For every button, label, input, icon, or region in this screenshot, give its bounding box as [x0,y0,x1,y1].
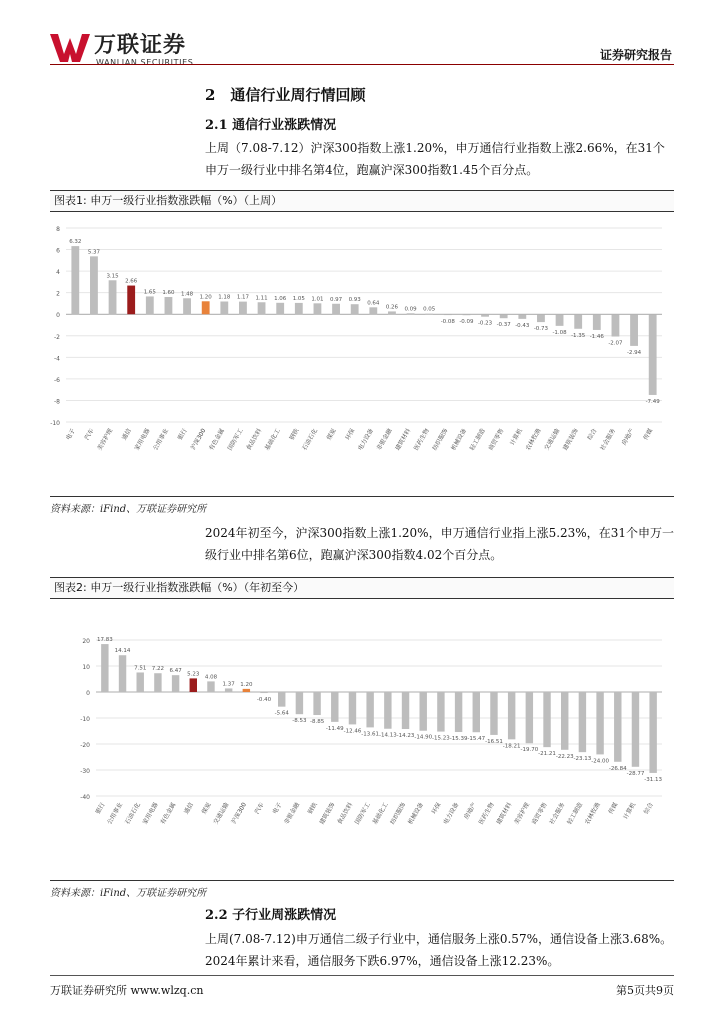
data-label: 0.93 [348,297,361,304]
category-label: 房地产 [620,427,636,447]
category-label: 沪深300 [230,801,249,826]
chart2-container [50,600,674,878]
data-label: -1.08 [552,329,567,336]
data-label: -0.23 [477,320,493,327]
chart2-svg [50,600,674,878]
bar [500,314,508,318]
y-tick-label: -6 [54,376,60,384]
category-label: 汽车 [83,427,96,442]
bar [220,302,228,315]
figure2-caption: 图表2: 申万一级行业指数涨跌幅（%）（年初至今） [50,577,674,599]
bar [183,298,191,314]
footer-site: 万联证券研究所 www.wlzq.cn [50,984,204,997]
category-label: 有色金属 [159,801,178,826]
bar [366,692,373,727]
page-number: 第5页共9页 [616,984,674,997]
header-divider [50,64,674,65]
bar [556,314,564,326]
data-label: -0.73 [533,326,549,333]
y-tick-label: -20 [80,742,90,749]
chart1-svg [50,212,674,494]
bar [630,314,638,346]
bar [207,681,214,692]
subsection-title-2: 2.2 子行业周涨跌情况 [205,908,337,923]
bar [574,314,582,329]
bar [313,692,320,715]
category-label: 基础化工 [371,801,390,826]
category-label: 纺织服饰 [431,427,450,452]
bar [402,692,409,729]
bar [276,303,284,314]
data-label: -11.49 [325,725,344,732]
data-label: -2.07 [608,340,623,347]
bar [593,314,601,330]
category-label: 非银金融 [375,427,394,452]
bar [614,692,621,762]
category-label: 农林牧渔 [583,801,602,826]
figure1-source: 资料来源：iFind、万联证券研究所 [50,504,207,515]
figure1-source-divider [50,496,674,497]
logo-text: 万联证券 [94,33,187,58]
data-label: 14.14 [114,648,131,655]
data-label: 6.32 [69,239,82,246]
bar [649,314,657,395]
category-label: 社会服务 [548,801,567,826]
data-label: 1.20 [199,294,212,301]
category-label: 国防军工 [353,801,372,826]
bar [71,246,79,314]
data-label: 5.37 [87,249,101,256]
bar [649,692,656,773]
data-label: 1.60 [162,289,175,296]
category-label: 医药生物 [412,427,431,452]
category-label: 电子 [64,427,78,442]
bar [90,256,98,314]
data-label: 1.06 [274,295,287,302]
category-label: 传媒 [642,427,655,442]
category-label: 机械设备 [450,427,469,452]
y-tick-label: -4 [54,355,60,363]
category-label: 建筑材料 [495,801,514,826]
category-label: 公用事业 [152,427,171,452]
data-label: -26.84 [608,765,627,772]
category-label: 通信 [182,801,196,816]
data-label: 1.11 [255,295,268,302]
y-tick-label: -10 [50,420,60,427]
data-label: -0.37 [496,322,511,329]
data-label: 1.37 [222,681,235,688]
y-tick-label: -40 [80,794,90,801]
bar [369,307,377,314]
data-label: 4.08 [204,674,218,681]
bar [258,302,266,314]
category-label: 食品饮料 [245,427,264,452]
data-label: -5.64 [274,710,289,717]
data-label: -21.21 [538,751,556,758]
data-label: 1.05 [292,295,305,302]
bar [278,692,285,707]
figure1-caption: 图表1: 申万一级行业指数涨跌幅（%）（上周） [50,190,674,212]
bar [172,675,179,692]
subsection-title-1: 2.1 通信行业涨跌情况 [205,118,337,133]
bar [526,692,533,743]
bar [190,678,197,692]
bar [332,304,340,314]
bar [243,689,250,692]
y-tick-label: -2 [54,333,60,341]
category-label: 石油石化 [301,427,320,452]
category-label: 农林牧渔 [524,427,543,452]
footer-divider [50,975,674,976]
data-label: -2.94 [626,349,642,356]
category-label: 家用电器 [133,427,152,452]
data-label: 1.18 [218,294,231,301]
bar [296,692,303,714]
category-label: 综合 [586,427,599,442]
logo-english: WANLIAN SECURITIES [96,58,194,67]
bar [596,692,603,754]
bar [537,314,545,322]
data-label: -15.47 [467,736,486,743]
wanlian-logo-icon [50,34,92,62]
data-label: -15.39 [449,736,468,743]
category-label: 商贸零售 [530,801,549,826]
data-label: -19.70 [520,747,539,754]
bar [437,692,444,732]
data-label: -15.23 [432,735,450,742]
category-label: 电力设备 [442,801,461,826]
y-tick-label: 2 [56,290,60,298]
data-label: 6.47 [169,668,182,675]
data-label: 1.48 [180,291,194,298]
category-label: 交通运输 [543,427,562,452]
category-label: 基础化工 [263,427,282,452]
category-label: 公用事业 [106,801,125,826]
category-label: 综合 [642,801,655,816]
data-label: 0.09 [404,306,417,313]
data-label: -22.23 [555,753,574,760]
paragraph-ytd: 2024年初至今，沪深300指数上涨1.20%，申万通信行业指上涨5.23%，在31个申万一级行业中排名第6位，跑赢沪深300指数4.02个百分点。 [205,526,674,562]
bar [490,692,497,735]
category-label: 非银金融 [283,801,302,826]
data-label: -14.13 [378,732,397,739]
bar [444,314,452,315]
section-title: 2 通信行业周行情回顾 [205,86,366,104]
y-tick-label: -10 [80,716,90,723]
bar [407,313,415,314]
category-label: 传媒 [607,801,620,816]
category-label: 计算机 [508,427,525,447]
bar [481,314,489,316]
bar [239,302,247,315]
category-label: 家用电器 [141,801,160,826]
bar [146,296,154,314]
data-label: -1.35 [571,332,586,339]
data-label: 7.51 [134,665,147,672]
data-label: -12.46 [343,728,362,735]
category-label: 轻工制造 [468,427,487,452]
bar [455,692,462,732]
category-label: 建筑材料 [394,427,413,452]
category-label: 汽车 [253,801,266,816]
data-label: 17.83 [96,637,113,644]
y-tick-label: 6 [56,247,60,255]
bar [349,692,356,724]
bar [561,692,568,750]
bar [260,692,267,693]
figure2-source-divider [50,880,674,881]
bar [543,692,550,747]
bar [202,301,210,314]
data-label: -14.90 [414,734,433,741]
category-label: 商贸零售 [487,427,506,452]
data-label: -28.77 [626,770,645,777]
paragraph-subindustry: 上周(7.08-7.12)申万通信二级子行业中，通信服务上涨0.57%，通信设备上涨3.68%。2024年累计来看，通信服务下跌6.97%，通信设备上涨12.23%。 [205,932,673,968]
category-label: 社会服务 [599,427,618,452]
y-tick-label: -30 [80,768,90,775]
y-tick-label: -8 [54,398,60,406]
bar [351,304,359,314]
data-label: -8.85 [309,719,325,726]
chart1-container [50,212,674,494]
data-label: 0.05 [423,306,436,313]
data-label: -7.49 [645,398,660,405]
category-label: 钢铁 [306,801,319,816]
bar [137,672,144,692]
category-label: 银行 [94,801,107,816]
category-label: 有色金属 [207,427,227,452]
category-label: 纺织服饰 [389,801,408,826]
bar [420,692,427,731]
bar [632,692,639,767]
data-label: -1.46 [589,333,604,340]
data-label: 0.97 [329,296,343,303]
bar [165,297,173,314]
category-label: 美容护理 [513,801,532,826]
data-label: 1.65 [143,289,156,296]
bar [579,692,586,752]
data-label: -0.40 [256,697,272,704]
category-label: 钢铁 [288,427,301,442]
bar [388,311,396,314]
category-label: 石油石化 [123,801,142,826]
category-label: 建筑装饰 [561,427,580,452]
bar [154,673,161,692]
y-tick-label: 10 [82,664,90,671]
category-label: 煤炭 [325,427,338,442]
category-label: 美容护理 [96,427,115,452]
category-label: 电力设备 [356,427,376,452]
data-label: 1.01 [311,296,324,303]
paragraph-weekly: 上周（7.08-7.12）沪深300指数上涨1.20%，申万通信行业指数上涨2.66%，在31个申万一级行业中排名第4位，跑赢沪深300指数1.45个百分点。 [205,141,665,177]
data-label: -0.09 [459,319,474,326]
bar [463,314,471,315]
y-tick-label: 8 [56,226,60,233]
category-label: 食品饮料 [336,801,355,826]
data-label: 3.15 [106,273,119,280]
y-tick-label: 4 [56,269,60,277]
data-label: -23.13 [573,756,592,763]
category-label: 建筑装饰 [318,801,337,826]
data-label: -13.61 [361,731,380,738]
bar [331,692,338,722]
category-label: 医药生物 [477,801,496,826]
data-label: 0.64 [367,300,380,307]
data-label: -14.23 [396,732,415,739]
bar [101,644,108,692]
y-tick-label: 0 [56,312,60,320]
data-label: 0.26 [385,304,399,311]
category-label: 电子 [271,801,284,816]
data-label: -18.21 [502,743,521,750]
data-label: -8.53 [292,718,307,725]
bar [295,303,303,314]
bar [518,314,526,319]
bar [384,692,391,729]
category-label: 沪深300 [189,427,208,452]
category-label: 国防军工 [226,427,245,452]
category-label: 通信 [120,427,133,442]
bar [127,286,135,315]
bar [473,692,480,732]
category-label: 机械设备 [406,801,425,826]
bar [314,303,322,314]
category-label: 环保 [430,801,443,816]
bar [425,314,433,315]
doc-type-label: 证券研究报告 [599,48,672,62]
bar [508,692,515,739]
bar [612,314,620,336]
category-label: 轻工制造 [566,801,585,826]
data-label: -0.08 [440,319,455,326]
category-label: 环保 [344,427,357,442]
data-label: -31.13 [644,776,663,783]
figure2-source: 资料来源：iFind、万联证券研究所 [50,888,207,899]
data-label: -0.43 [515,322,530,329]
data-label: 5.23 [187,671,200,678]
category-label: 交通运输 [212,801,231,826]
category-label: 房地产 [462,801,479,821]
category-label: 计算机 [622,801,638,821]
data-label: -24.00 [591,758,609,765]
bar [225,688,232,692]
bar [119,655,126,692]
category-label: 煤炭 [200,801,213,816]
data-label: -16.51 [485,738,503,745]
y-tick-label: 20 [82,638,90,645]
data-label: 1.20 [240,681,253,688]
y-tick-label: 0 [86,690,90,697]
data-label: 1.17 [236,294,250,301]
data-label: 7.22 [151,666,165,673]
bar [109,280,117,314]
data-label: 2.66 [125,278,138,285]
category-label: 银行 [176,427,189,442]
